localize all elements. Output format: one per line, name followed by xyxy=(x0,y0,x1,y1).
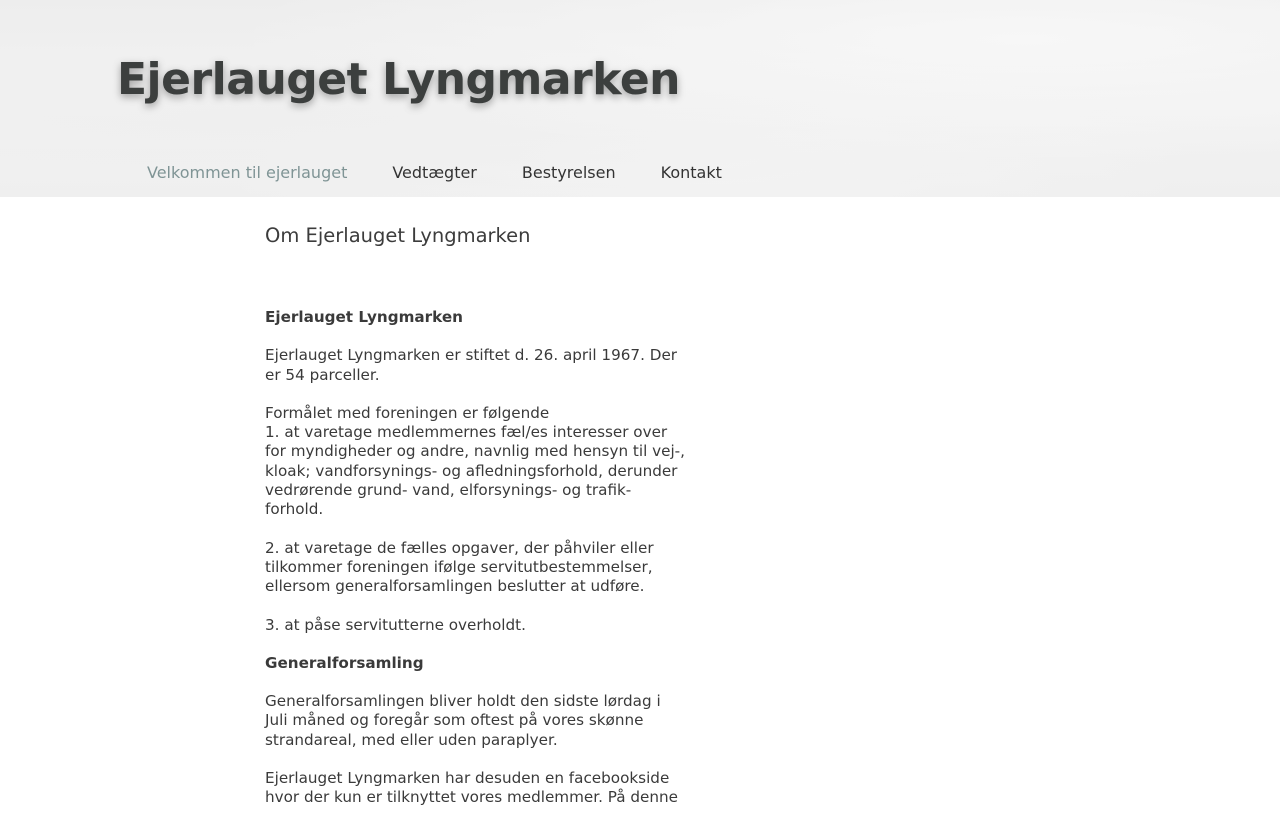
text-line: Ejerlauget Lyngmarken har desuden en facebookside xyxy=(265,769,670,788)
facebook-paragraph xyxy=(265,769,678,808)
text-line: for myndigheder og andre, navnlig med hensyn til vej-, xyxy=(265,442,685,461)
text-line: er 54 parceller. xyxy=(265,365,380,384)
point3-paragraph xyxy=(265,616,665,635)
text-line: hvor der kun er tilknyttet vores medlemmer. På denne xyxy=(265,788,678,807)
purpose-paragraph xyxy=(265,403,685,520)
text-line: Juli måned og foregår som oftest på vores skønne xyxy=(265,711,644,730)
text-line: ellersom generalforsamlingen beslutter at udføre. xyxy=(265,577,645,596)
site-title[interactable]: Ejerlauget Lyngmarken xyxy=(117,54,681,105)
text-line: 2. at varetage de fælles opgaver, der påhviler eller xyxy=(265,538,654,557)
nav-item-kontakt[interactable]: Kontakt xyxy=(660,162,722,182)
intro-title-text: Ejerlauget Lyngmarken xyxy=(265,308,463,326)
nav-item-vedtaegter[interactable]: Vedtægter xyxy=(392,162,477,182)
nav-item-velkommen[interactable]: Velkommen til ejerlauget xyxy=(147,162,348,182)
nav-item-bestyrelsen[interactable]: Bestyrelsen xyxy=(521,162,616,182)
text-line: Ejerlauget Lyngmarken er stiftet d. 26. april 1967. Der xyxy=(265,346,678,365)
site-header xyxy=(0,0,1280,197)
intro-title xyxy=(265,308,665,327)
page-heading: Om Ejerlauget Lyngmarken xyxy=(265,224,531,247)
assembly-title-text: Generalforsamling xyxy=(265,653,424,672)
assembly-title xyxy=(265,654,665,673)
text-line: Generalforsamlingen bliver holdt den sidste lørdag i xyxy=(265,692,661,711)
point2-paragraph xyxy=(265,539,665,597)
text-line: forhold. xyxy=(265,500,324,519)
assembly-paragraph xyxy=(265,692,665,750)
text-line: vedrørende grund- vand, elforsynings- og trafik- xyxy=(265,481,632,500)
text-line: Formålet med foreningen er følgende xyxy=(265,403,550,422)
text-line: 1. at varetage medlemmernes fæl/es interesser over xyxy=(265,423,668,442)
main-navigation xyxy=(147,160,767,184)
text-line: kloak; vandforsynings- og afledningsforhold, derunder xyxy=(265,461,678,480)
text-line: 3. at påse servitutterne overholdt. xyxy=(265,615,526,634)
text-line: strandareal, med eller uden paraplyer. xyxy=(265,730,558,749)
intro-paragraph xyxy=(265,346,678,385)
main-content xyxy=(265,222,685,827)
text-line: tilkommer foreningen ifølge servitutbestemmelser, xyxy=(265,557,653,576)
